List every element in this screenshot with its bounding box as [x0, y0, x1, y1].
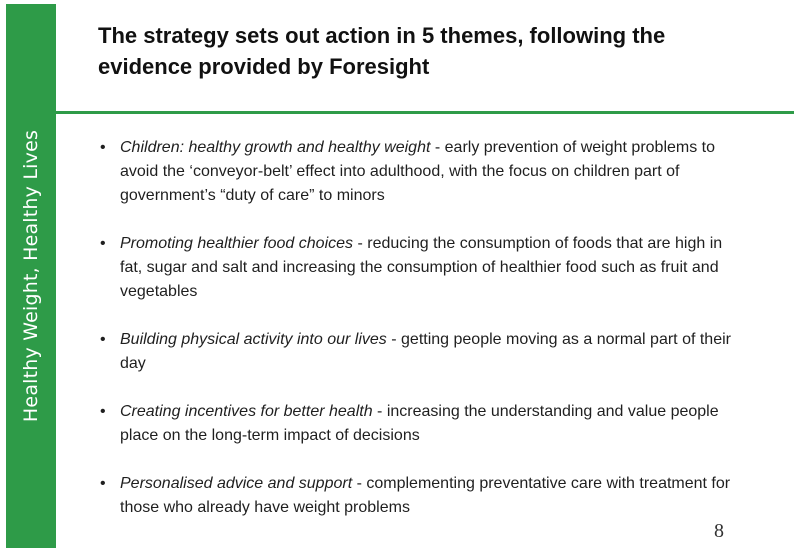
title-area: [56, 4, 794, 110]
bullet-icon: •: [100, 331, 106, 348]
bullet-heading: Building physical activity into our lives: [120, 331, 387, 348]
bullet-text: - getting people moving as a normal part of their day: [120, 331, 731, 372]
title-divider: [56, 111, 794, 114]
bullet-heading: Promoting healthier food choices: [120, 235, 354, 252]
bullet-list: [98, 136, 738, 544]
bullet-text: - reducing the consumption of foods that are high in fat, sugar and salt and increasing the consumption of healthier food such as fruit and vegetables: [120, 235, 723, 300]
sidebar: [6, 4, 56, 548]
bullet-item: [98, 400, 738, 448]
bullet-text: - early prevention of weight problems to avoid the ‘conveyor-belt’ effect into adulthood, with the focus on children part of government’s “duty of care” to minors: [120, 139, 716, 204]
bullet-icon: •: [100, 475, 106, 492]
bullet-icon: •: [100, 235, 106, 252]
bullet-item: [98, 472, 738, 520]
bullet-icon: •: [100, 403, 106, 420]
bullet-item: [98, 232, 738, 304]
bullet-text: - complementing preventative care with treatment for those who already have weight problems: [120, 475, 731, 516]
slide-title: The strategy sets out action in 5 themes, following the evidence provided by Foresight: [98, 23, 666, 79]
bullet-heading: Creating incentives for better health: [120, 403, 373, 420]
bullet-text: - increasing the understanding and value people place on the long-term impact of decisions: [120, 403, 719, 444]
bullet-heading: Personalised advice and support: [120, 475, 353, 492]
page-number: 8: [714, 520, 724, 542]
bullet-heading: Children: healthy growth and healthy weight: [120, 139, 431, 156]
sidebar-title: Healthy Weight, Healthy Lives: [20, 129, 42, 423]
bullet-icon: •: [100, 139, 106, 156]
bullet-item: [98, 328, 738, 376]
bullet-item: [98, 136, 738, 208]
